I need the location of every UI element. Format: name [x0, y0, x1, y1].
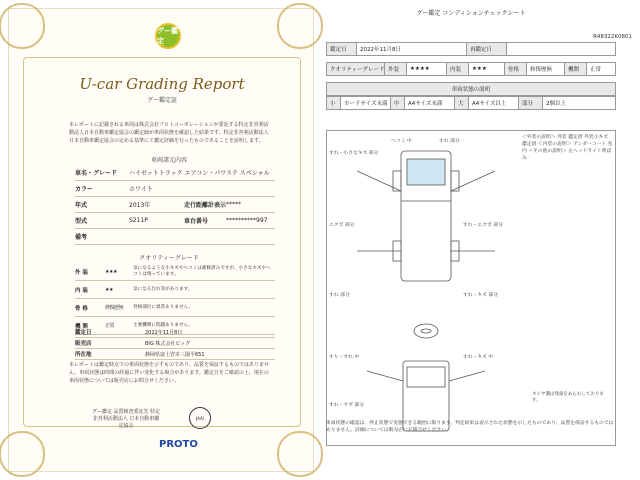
quality-row-frame: 骨 格 修復歴無 骨格部位に異常ありません。 — [75, 299, 275, 317]
ornament-bottom-right — [277, 431, 323, 477]
grading-certificate — [8, 8, 314, 472]
damage-caption: すれ・エクボ 部分 — [463, 223, 503, 228]
damage-caption: すれ・キズ 部分 — [463, 293, 499, 298]
model-row: 型式 S211P 車台番号 **********997 — [75, 213, 275, 229]
goo-kantei-badge-icon: グー鑑定 — [155, 23, 181, 49]
certificate-note: 本レポートは鑑定時点での車両状態を示すものであり、品質を保証するものではありません。車両状態は時間の経過に伴い変化する場合があります。鑑定日をご確認の上、現在の車両状態については販売店にお問合せください。 — [69, 362, 270, 384]
quality-row-interior: 内 装 ★★ 気になる汚れ等があります。 — [75, 281, 275, 299]
document-number: R48322K0801 — [593, 34, 632, 40]
quality-row-exterior: 外 装 ★★★ 気になるような小キズやヘコミは補修済みですが、小さなキズやヘコミは残っています。 — [75, 263, 275, 281]
organization-text: グー鑑定 品質検査委託先 特定非営利活動法人 日本自動車鑑定協会 — [91, 409, 161, 429]
damage-caption: すれ 部分 — [329, 293, 350, 298]
certificate-intro: 本レポートに記載される車両は株式会社プロトコーポレーションが委託する特定非営利活動法人日本自動車鑑定協会の鑑定師が車両状態を確認した結果です。特定非営利活動法人日本自動車鑑定協会の定める基準にて鑑定評価を行ったものであることを証明します。 — [69, 122, 269, 144]
sheet-title: グー鑑定 コンディションチェックシート — [416, 10, 526, 17]
tire-note: タイヤ溝は残量をあらわしております。 — [532, 392, 604, 403]
jaai-logo-icon: JAAI — [189, 407, 211, 429]
inspection-date-row: 鑑定日 2022年11月8日 — [75, 327, 275, 338]
damage-caption: すれ・すず 部分 — [329, 403, 365, 408]
certificate-subtitle: グー鑑定証 — [146, 97, 177, 104]
sheet-footer: 車両状態の確認は、停止状態で実施できる範囲に限ります。判定結果は表示された状態を示したものであり、品質を保証するものではありません。詳細については販売店にお問合せください。 — [326, 421, 614, 433]
truck-outline-icon — [327, 131, 523, 447]
date-row: 鑑定日 2022年11月8日 再鑑定日 — [326, 42, 616, 56]
grade-row: 車名・グレード ハイゼットトラック エアコン・パワステ スペシャル — [75, 165, 275, 181]
condition-notes: ＜外装の説明＞ 外装 鑑定済 外装小キズ 鑑定済 ＜内装の説明＞ アンダーコート 室内 ＜その他の説明＞ 左ヘッドライト黄ばみ — [522, 135, 613, 161]
description-heading: 車両状態の説明 — [326, 82, 616, 96]
damage-caption: すれ・キズ 中 — [463, 355, 494, 360]
proto-logo: PROTO — [159, 439, 198, 450]
ornament-top-right — [277, 3, 323, 49]
quality-section-heading: クオリティーグレード — [139, 255, 199, 262]
certificate-title: U-car Grading Report — [79, 75, 245, 93]
year-row: 年式 2013年 走行距離計表示 ***** — [75, 197, 275, 213]
damage-caption: エクボ 部分 — [329, 223, 355, 228]
size-legend-row: 小 カードサイズ未満 中 A4サイズ未満 大 A4サイズ以上 部分 2個以上 — [326, 96, 616, 110]
damage-caption: すれ・小さなキズ 部分 — [329, 151, 379, 156]
quality-row-engine: 機 関 正常 主要機関に問題ありません。 — [75, 317, 275, 335]
damage-caption: ヘコミ 中 — [391, 139, 412, 144]
condition-check-sheet — [326, 22, 616, 450]
address-row: 所在地 静岡県富士宮市三園平651 — [75, 349, 275, 360]
remarks-row: 備考 — [75, 229, 275, 245]
color-row: カラー ホワイト — [75, 181, 275, 197]
dealer-row: 販売店 BIG 株式会社ビッグ — [75, 338, 275, 349]
ornament-top-left — [0, 3, 45, 49]
damage-caption: すれ 部分 — [439, 139, 460, 144]
quality-grade-row: クオリティーグレード 外装 ★★★★ 内装 ★★★ 骨格 修復歴無 機関 正常 — [326, 62, 616, 76]
damage-caption: すり・すれ 中 — [329, 355, 360, 360]
vehicle-section-heading: 車両諸元内容 — [150, 157, 187, 164]
ornament-bottom-left — [0, 431, 45, 477]
